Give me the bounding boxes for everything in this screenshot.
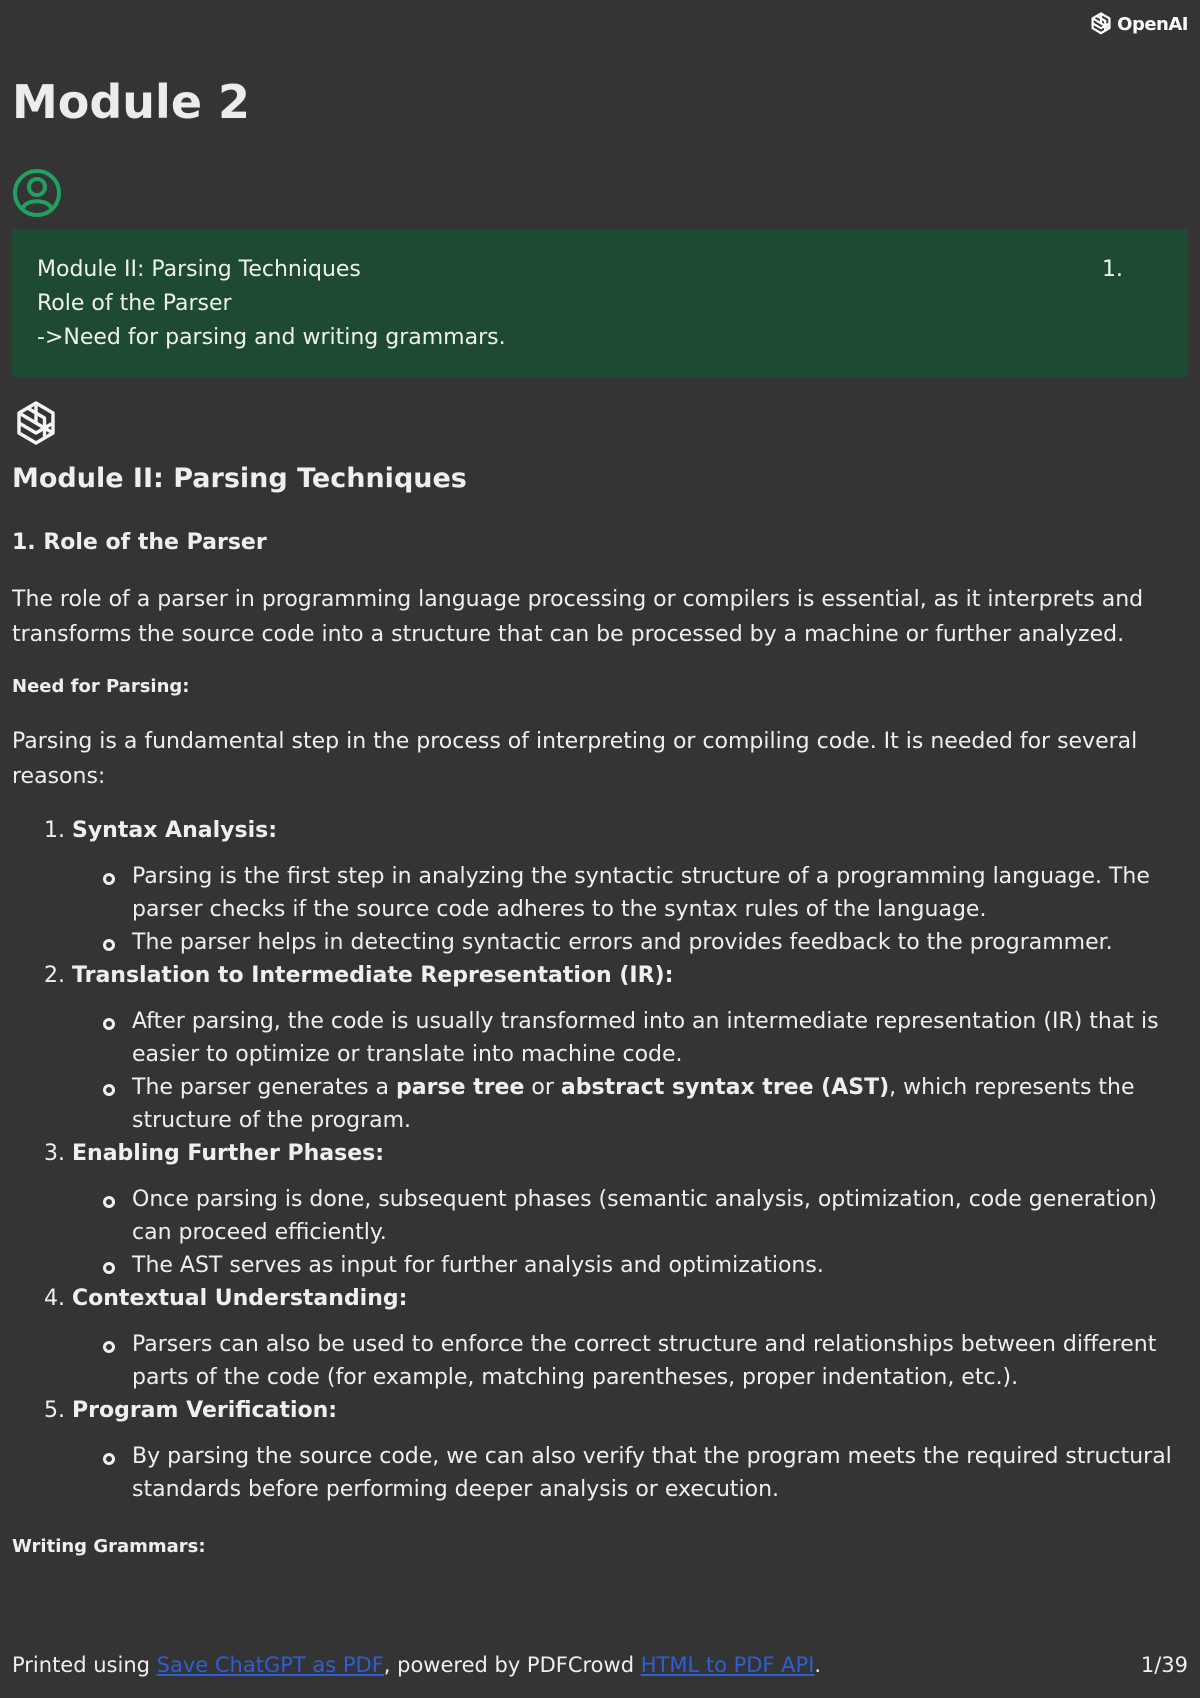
response-heading: Module II: Parsing Techniques — [12, 463, 467, 494]
sub-list-item: Once parsing is done, subsequent phases (semantic analysis, optimization, code generation) can proceed efficiently. — [132, 1183, 1188, 1249]
sub-list — [72, 1328, 1188, 1394]
list-item — [72, 814, 1188, 959]
assistant-response — [12, 458, 1188, 1584]
footer-middle: , powered by PDFCrowd — [383, 1653, 641, 1677]
rich-text: The parser generates a — [132, 1075, 397, 1100]
list-item-title: Contextual Understanding: — [72, 1286, 408, 1311]
footer-suffix: . — [814, 1653, 822, 1677]
rich-text: or — [524, 1075, 561, 1100]
html-to-pdf-api-link[interactable]: HTML to PDF API — [640, 1653, 815, 1677]
rich-text: , which represents the structure of the program. — [132, 1075, 1135, 1133]
footer-prefix: Printed using — [12, 1653, 157, 1677]
sub-list-item: The parser helps in detecting syntactic errors and provides feedback to the programmer. — [132, 926, 1188, 959]
user-message-line1: Module II: Parsing Techniques — [37, 257, 361, 282]
list-item — [72, 1394, 1188, 1506]
list-item — [72, 1282, 1188, 1394]
page-title: Module 2 — [12, 75, 251, 129]
sub-list-item: By parsing the source code, we can also verify that the program meets the required structural standards before performing deeper analysis or execution. — [132, 1440, 1188, 1506]
need-intro-paragraph: Parsing is a fundamental step in the process of interpreting or compiling code. It is needed for several reasons: — [12, 729, 1138, 789]
print-footer — [12, 1653, 1188, 1677]
list-item — [72, 1137, 1188, 1282]
reasons-list — [12, 814, 1188, 1506]
list-item-title: Program Verification: — [72, 1398, 338, 1423]
list-item — [72, 959, 1188, 1137]
sub-list — [72, 1440, 1188, 1506]
page-number: 1/39 — [1140, 1653, 1188, 1677]
sub-list — [72, 860, 1188, 959]
sub-list-item — [132, 1071, 1188, 1137]
chatgpt-logo-icon — [11, 399, 61, 449]
list-item-title: Translation to Intermediate Representation (IR): — [72, 963, 674, 988]
sub-list — [72, 1183, 1188, 1282]
need-for-parsing-heading: Need for Parsing: — [12, 676, 190, 697]
openai-brand — [1087, 10, 1188, 38]
sub-list-item: After parsing, the code is usually transformed into an intermediate representation (IR) that is easier to optimize or translate into machine code. — [132, 1005, 1188, 1071]
user-message-number: 1. — [1102, 257, 1123, 282]
user-message-bubble — [12, 229, 1188, 377]
list-item-title: Syntax Analysis: — [72, 818, 278, 843]
sub-list — [72, 1005, 1188, 1137]
user-message-line3: ->Need for parsing and writing grammars. — [37, 325, 506, 350]
response-subheading: 1. Role of the Parser — [12, 530, 267, 555]
user-avatar-icon — [12, 168, 62, 218]
sub-list-item: Parsing is the first step in analyzing the syntactic structure of a programming language. The parser checks if the source code adheres to the syntax rules of the language. — [132, 860, 1188, 926]
brand-name: OpenAI — [1117, 13, 1188, 35]
writing-grammars-heading: Writing Grammars: — [12, 1536, 206, 1557]
openai-logo-icon — [1087, 10, 1115, 38]
user-message-line2: Role of the Parser — [37, 291, 232, 316]
sub-list-item: The AST serves as input for further analysis and optimizations. — [132, 1249, 1188, 1282]
save-chatgpt-pdf-link[interactable]: Save ChatGPT as PDF — [156, 1653, 384, 1677]
list-item-title: Enabling Further Phases: — [72, 1141, 385, 1166]
bold-term: parse tree — [396, 1075, 525, 1100]
bold-term: abstract syntax tree (AST) — [560, 1075, 890, 1100]
sub-list-item: Parsers can also be used to enforce the correct structure and relationships between different parts of the code (for example, matching parentheses, proper indentation, etc.). — [132, 1328, 1188, 1394]
intro-paragraph: The role of a parser in programming language processing or compilers is essential, as it interprets and transforms the source code into a structure that can be processed by a machine or further analyzed. — [12, 587, 1144, 647]
